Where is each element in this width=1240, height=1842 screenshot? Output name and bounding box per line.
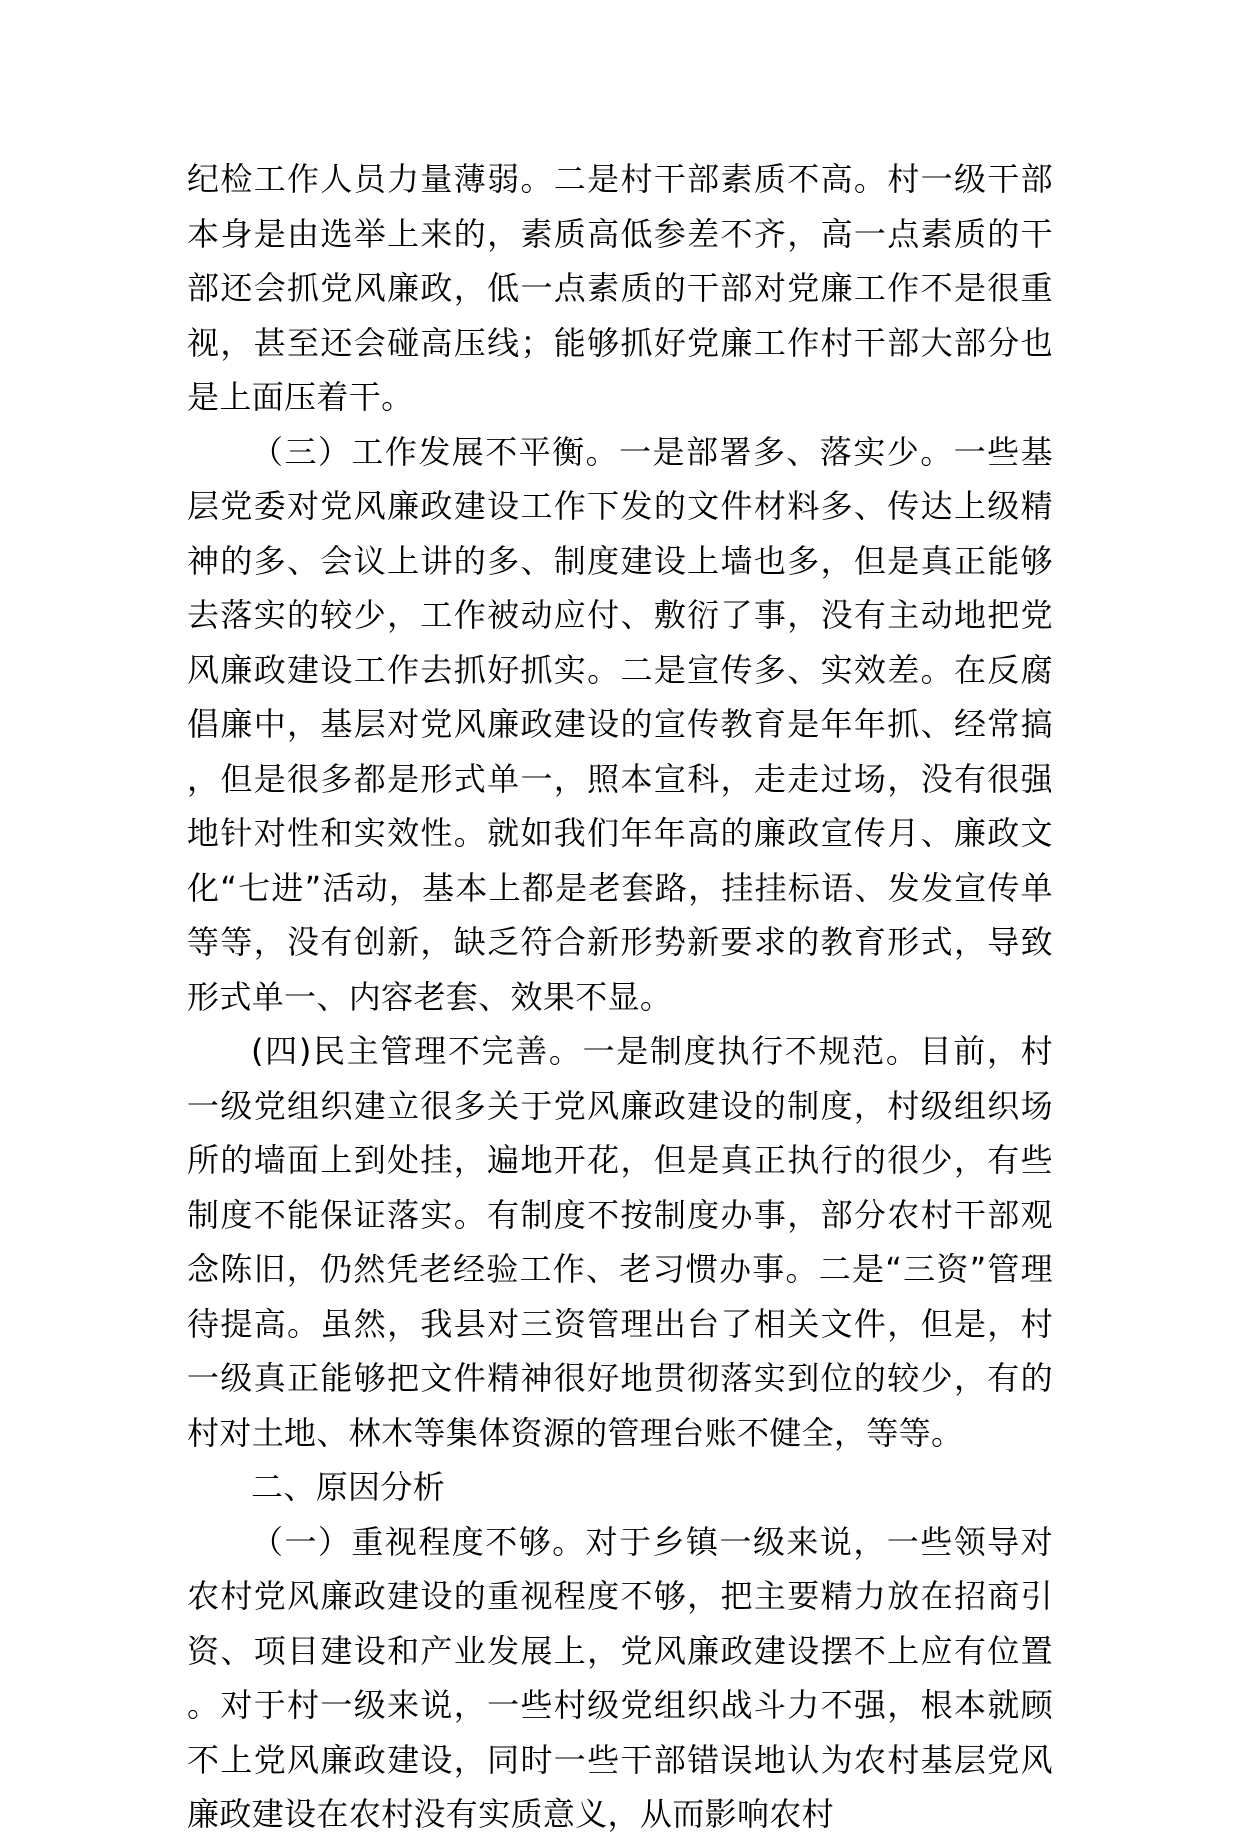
document-body bbox=[187, 152, 1053, 1842]
heading-cause-analysis: 二、原因分析 bbox=[251, 1468, 446, 1506]
paragraph-section-four: (四)民主管理不完善。一是制度执行不规范。目前，村一级党组织建立很多关于党风廉政建设的制度，村级组织场所的墙面上到处挂，遍地开花，但是真正执行的很少，有些制度不能保证落实。有制度不按制度办事，部分农村干部观念陈旧，仍然凭老经验工作、老习惯办事。二是“三资”管理待提高。虽然，我县对三资管理出台了相关文件，但是，村一级真正能够把文件精神很好地贯彻落实到位的较少，有的村对土地、林木等集体资源的管理台账不健全，等等。 bbox=[187, 1032, 1053, 1452]
paragraph-section-three: （三）工作发展不平衡。一是部署多、落实少。一些基层党委对党风廉政建设工作下发的文件材料多、传达上级精神的多、会议上讲的多、制度建设上墙也多，但是真正能够去落实的较少，工作被动应付、敷衍了事，没有主动地把党风廉政建设工作去抓好抓实。二是宣传多、实效差。在反腐倡廉中，基层对党风廉政建设的宣传教育是年年抓、经常搞，但是很多都是形式单一，照本宣科，走走过场，没有很强地针对性和实效性。就如我们年年高的廉政宣传月、廉政文化“七进”活动，基本上都是老套路，挂挂标语、发发宣传单等等，没有创新，缺乏符合新形势新要求的教育形式，导致形式单一、内容老套、效果不显。 bbox=[187, 432, 1053, 1016]
paragraph-continuation: 纪检工作人员力量薄弱。二是村干部素质不高。村一级干部本身是由选举上来的，素质高低参差不齐，高一点素质的干部还会抓党风廉政，低一点素质的干部对党廉工作不是很重视，甚至还会碰高压线；能够抓好党廉工作村干部大部分也是上面压着干。 bbox=[187, 160, 1053, 416]
paragraph-cause-one: （一）重视程度不够。对于乡镇一级来说，一些领导对农村党风廉政建设的重视程度不够，把主要精力放在招商引资、项目建设和产业发展上，党风廉政建设摆不上应有位置。对于村一级来说，一些村级党组织战斗力不强，根本就顾不上党风廉政建设，同时一些干部错误地认为农村基层党风廉政建设在农村没有实质意义，从而影响农村 bbox=[187, 1522, 1053, 1833]
